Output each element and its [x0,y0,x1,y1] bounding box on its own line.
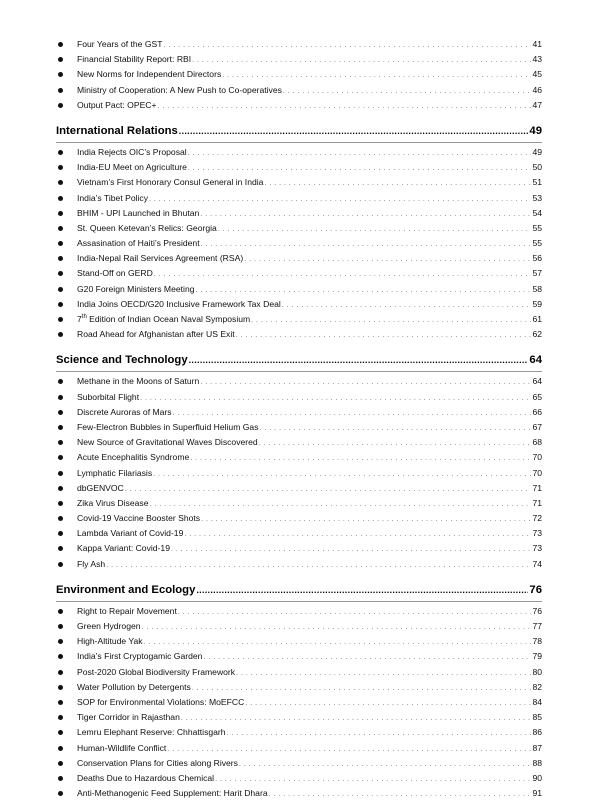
section-title: International Relations [56,124,178,137]
toc-entry[interactable] [56,327,542,342]
toc-entry[interactable] [56,312,542,327]
dot-leader [239,757,531,772]
toc-entry-title-prefix: 7 [77,314,82,324]
dot-leader [245,696,531,711]
toc-entry-page: 71 [532,497,542,508]
dot-leader [192,53,531,68]
dot-leader [222,68,531,83]
section-heading[interactable] [56,349,542,372]
bullet-icon [58,211,63,216]
toc-entry[interactable] [56,511,542,526]
bullet-icon [58,670,63,675]
toc-entry-title: Anti-Methanogenic Feed Supplement: Harit Dhara [77,788,268,799]
toc-entry-page: 50 [532,162,542,173]
toc-entry-title: Tiger Corridor in Rajasthan [77,712,180,723]
toc-entry-title: India-Nepal Rail Services Agreement (RSA) [77,253,244,264]
toc-entry[interactable] [56,435,542,450]
toc-entry[interactable] [56,374,542,389]
bullet-icon [58,317,63,322]
toc-entry[interactable] [56,98,542,113]
toc-entry-page: 55 [532,238,542,249]
dot-leader [215,772,531,787]
dot-leader [181,711,532,726]
dot-leader [184,527,531,542]
bullet-icon [58,700,63,705]
bullet-icon [58,685,63,690]
toc-entry-page: 45 [532,69,542,80]
toc-entry[interactable] [56,619,542,634]
toc-entry-title: Water Pollution by Detergents [77,681,191,692]
toc-entry-title: Kappa Variant: Covid-19 [77,543,170,554]
toc-entry-title: New Norms for Independent Directors [77,69,222,80]
dot-leader [200,207,531,222]
toc-entry[interactable] [56,282,542,297]
toc-entry-page: 88 [532,757,542,768]
dot-leader [158,99,532,114]
bullet-icon [58,471,63,476]
toc-entry-page: 65 [532,391,542,402]
toc-entry-title: High-Altitude Yak [77,636,143,647]
toc-entry-page: 70 [532,452,542,463]
toc-entry[interactable] [56,481,542,496]
toc-entry-page: 43 [532,54,542,65]
toc-entry-page: 85 [532,712,542,723]
toc-entry-title: India-EU Meet on Agriculture [77,162,187,173]
toc-entry[interactable] [56,405,542,420]
toc-entry-title: Few-Electron Bubbles in Superfluid Helium Gas [77,421,259,432]
dot-leader [259,436,532,451]
toc-entry[interactable] [56,160,542,175]
toc-entry-title: Output Pact: OPEC+ [77,99,157,110]
bullet-icon [58,486,63,491]
dot-leader [260,421,532,436]
toc-entry-title: Lambda Variant of Covid-19 [77,528,184,539]
dot-leader [192,681,532,696]
dot-leader [244,252,531,267]
toc-entry-page: 55 [532,222,542,233]
dot-leader [196,579,528,601]
toc-entry[interactable] [56,251,542,266]
toc-entry[interactable] [56,221,542,236]
toc-entry[interactable] [56,634,542,649]
dot-leader [188,161,532,176]
dot-leader [264,176,531,191]
bullet-icon [58,746,63,751]
toc-entry-title-sup: th [81,314,87,321]
toc-entry-title: Financial Stability Report: RBI [77,54,192,65]
dot-leader [106,558,531,573]
toc-entry-page: 51 [532,177,542,188]
toc-entry-page: 70 [532,467,542,478]
dot-leader [188,146,532,161]
dot-leader [283,84,532,99]
dot-leader [200,375,531,390]
toc-entry-title: Post-2020 Global Biodiversity Framework [77,666,236,677]
toc-section [56,120,542,342]
dot-leader [164,38,532,53]
toc-entry[interactable] [56,466,542,481]
toc-entry-title: Road Ahead for Afghanistan after US Exit [77,329,235,340]
dot-leader [173,406,532,421]
toc-section [56,349,542,571]
bullet-icon [58,395,63,400]
toc-entry-page: 46 [532,84,542,95]
toc-entry-page: 77 [532,621,542,631]
toc-entry[interactable] [56,756,542,771]
dot-leader [144,635,532,650]
toc-entry-title: dbGENVOC [77,482,124,493]
bullet-icon [58,42,63,47]
toc-entry-page: 84 [532,696,542,707]
toc-entry[interactable] [56,680,542,695]
toc-entry[interactable] [56,771,542,786]
toc-entry-title: Vietnam’s First Honorary Consul General in India [77,177,264,188]
toc-entry-page: 86 [532,727,542,738]
toc-entry-page: 80 [532,666,542,677]
toc-entry[interactable] [56,496,542,511]
dot-leader [269,787,532,802]
bullet-icon [58,150,63,155]
bullet-icon [58,287,63,292]
toc-entry[interactable] [56,649,542,664]
toc-entry-title: Conservation Plans for Cities along Rivers [77,757,238,768]
toc-entry[interactable] [56,390,542,405]
dot-leader [201,512,531,527]
dot-leader [251,313,531,328]
toc-entry-title: Methane in the Moons of Saturn [77,376,200,387]
dot-leader [153,467,531,482]
toc-entry-title: Stand-Off on GERD [77,268,153,279]
toc-entry[interactable] [56,52,542,67]
bullet-icon [58,103,63,108]
bullet-icon [58,562,63,567]
section-title: Science and Technology [56,354,188,367]
lead-entries [56,37,542,113]
toc-entry-page: 59 [532,298,542,309]
toc-entry-title: Deaths Due to Hazardous Chemical [77,772,215,783]
toc-entry-page: 76 [532,605,542,616]
toc-entry-page: 58 [532,283,542,294]
dot-leader [154,267,532,282]
toc-entry-page: 71 [532,482,542,493]
toc-entry-page: 41 [532,39,542,49]
toc-entry-page: 62 [532,329,542,340]
bullet-icon [58,609,63,614]
dot-leader [189,349,529,371]
bullet-icon [58,761,63,766]
section-heading[interactable] [56,579,542,602]
toc-entry[interactable] [56,191,542,206]
section-page: 64 [529,354,542,367]
toc-section [56,579,542,801]
toc-entry-page: 57 [532,268,542,279]
dot-leader [142,620,532,635]
toc-entry-title-rest: Edition of Indian Ocean Naval Symposium [86,314,251,324]
toc-entry-title: New Source of Gravitational Waves Discovered [77,437,258,448]
toc-entry-title: Assasination of Haiti’s President [77,238,200,249]
section-page: 76 [529,583,542,596]
toc-entry[interactable] [56,297,542,312]
toc-entry[interactable] [56,266,542,281]
bullet-icon [58,226,63,231]
toc-entry[interactable] [56,526,542,541]
toc-entry-page: 66 [532,406,542,417]
toc-entry[interactable] [56,83,542,98]
toc-entry[interactable] [56,557,542,572]
dot-leader [149,497,531,512]
toc-entry[interactable] [56,206,542,221]
toc-entry-title: Lymphatic Filariasis [77,467,153,478]
toc-entry[interactable] [56,420,542,435]
dot-leader [203,650,531,665]
toc-entry-title: Ministry of Cooperation: A New Push to Co-operatives [77,84,282,95]
bullet-icon [58,501,63,506]
dot-leader [178,605,532,620]
toc-entry[interactable] [56,695,542,710]
toc-entry-title: India’s Tibet Policy [77,192,149,203]
toc-entry-page: 90 [532,772,542,783]
toc-entry-page: 82 [532,681,542,692]
toc-entry[interactable] [56,541,542,556]
section-title: Environment and Ecology [56,583,196,596]
toc-entry[interactable] [56,741,542,756]
toc-entry-title: Green Hydrogen [77,621,141,631]
toc-entry[interactable] [56,604,542,619]
toc-entry-page: 91 [532,788,542,799]
toc-entry-title: India Joins OECD/G20 Inclusive Framework Tax Deal [77,298,281,309]
toc-entry-title [56,312,250,327]
toc-entry-title: BHIM - UPI Launched in Bhutan [77,207,200,218]
toc-entry-title: St. Queen Ketevan’s Relics: Georgia [77,222,217,233]
toc-entry-page: 56 [532,253,542,264]
dot-leader [218,222,532,237]
dot-leader [140,391,531,406]
toc-entry-page: 67 [532,421,542,432]
toc-entry-title: G20 Foreign Ministers Meeting [77,283,195,294]
bullet-icon [58,88,63,93]
toc-entry-title: Right to Repair Movement [77,605,177,616]
toc-entry-page: 78 [532,636,542,647]
toc-entry-page: 87 [532,742,542,753]
toc-entry-page: 54 [532,207,542,218]
toc-entry[interactable] [56,236,542,251]
dot-leader [196,283,532,298]
dot-leader [236,666,531,681]
toc-entry-page: 68 [532,437,542,448]
toc-entry-title: India’s First Cryptogamic Garden [77,651,203,662]
bullet-icon [58,776,63,781]
toc-entry-title: Fly Ash [77,558,106,569]
toc-entry-title: Suborbital Flight [77,391,140,402]
section-heading[interactable] [56,120,542,143]
section-page: 49 [529,124,542,137]
toc-entry[interactable] [56,786,542,801]
toc-entry[interactable] [56,175,542,190]
toc-entry[interactable] [56,710,542,725]
toc-entry-page: 79 [532,651,542,662]
toc-entry-title: Human-Wildlife Conflict [77,742,167,753]
bullet-icon [58,410,63,415]
toc-entry-page: 53 [532,192,542,203]
toc-entry-page: 64 [532,376,542,387]
toc-entry-title: India Rejects OIC’s Proposal [77,146,187,157]
dot-leader [190,451,531,466]
dot-leader [167,742,531,757]
toc-entry-page: 47 [532,99,542,110]
toc-entry-title: SOP for Environmental Violations: MoEFCC [77,696,245,707]
bullet-icon [58,196,63,201]
toc-entry-page: 49 [532,146,542,157]
dot-leader [236,328,532,343]
toc-entry-page: 73 [532,528,542,539]
dot-leader [179,120,529,142]
toc-entry[interactable] [56,450,542,465]
toc-entry[interactable] [56,145,542,160]
toc-entry-page: 61 [532,314,542,324]
toc-entry-title: Lemru Elephant Reserve: Chhattisgarh [77,727,226,738]
toc-entry[interactable] [56,665,542,680]
dot-leader [227,726,532,741]
toc-entry[interactable] [56,725,542,740]
toc-entry-page: 73 [532,543,542,554]
toc-entry-page: 72 [532,513,542,524]
toc-entry[interactable] [56,67,542,82]
toc-entry[interactable] [56,37,542,52]
dot-leader [171,542,531,557]
dot-leader [125,482,532,497]
toc-entry-title: Covid-19 Vaccine Booster Shots [77,513,201,524]
toc-entry-title: Acute Encephalitis Syndrome [77,452,190,463]
toc-entry-title: Four Years of the GST [77,39,163,49]
bullet-icon [58,425,63,430]
dot-leader [282,298,532,313]
toc-entry-page: 74 [532,558,542,569]
bullet-icon [58,624,63,629]
dot-leader [149,192,531,207]
dot-leader [201,237,532,252]
bullet-icon [58,302,63,307]
toc-entry-title: Discrete Auroras of Mars [77,406,172,417]
toc-entry-title: Zika Virus Disease [77,497,149,508]
